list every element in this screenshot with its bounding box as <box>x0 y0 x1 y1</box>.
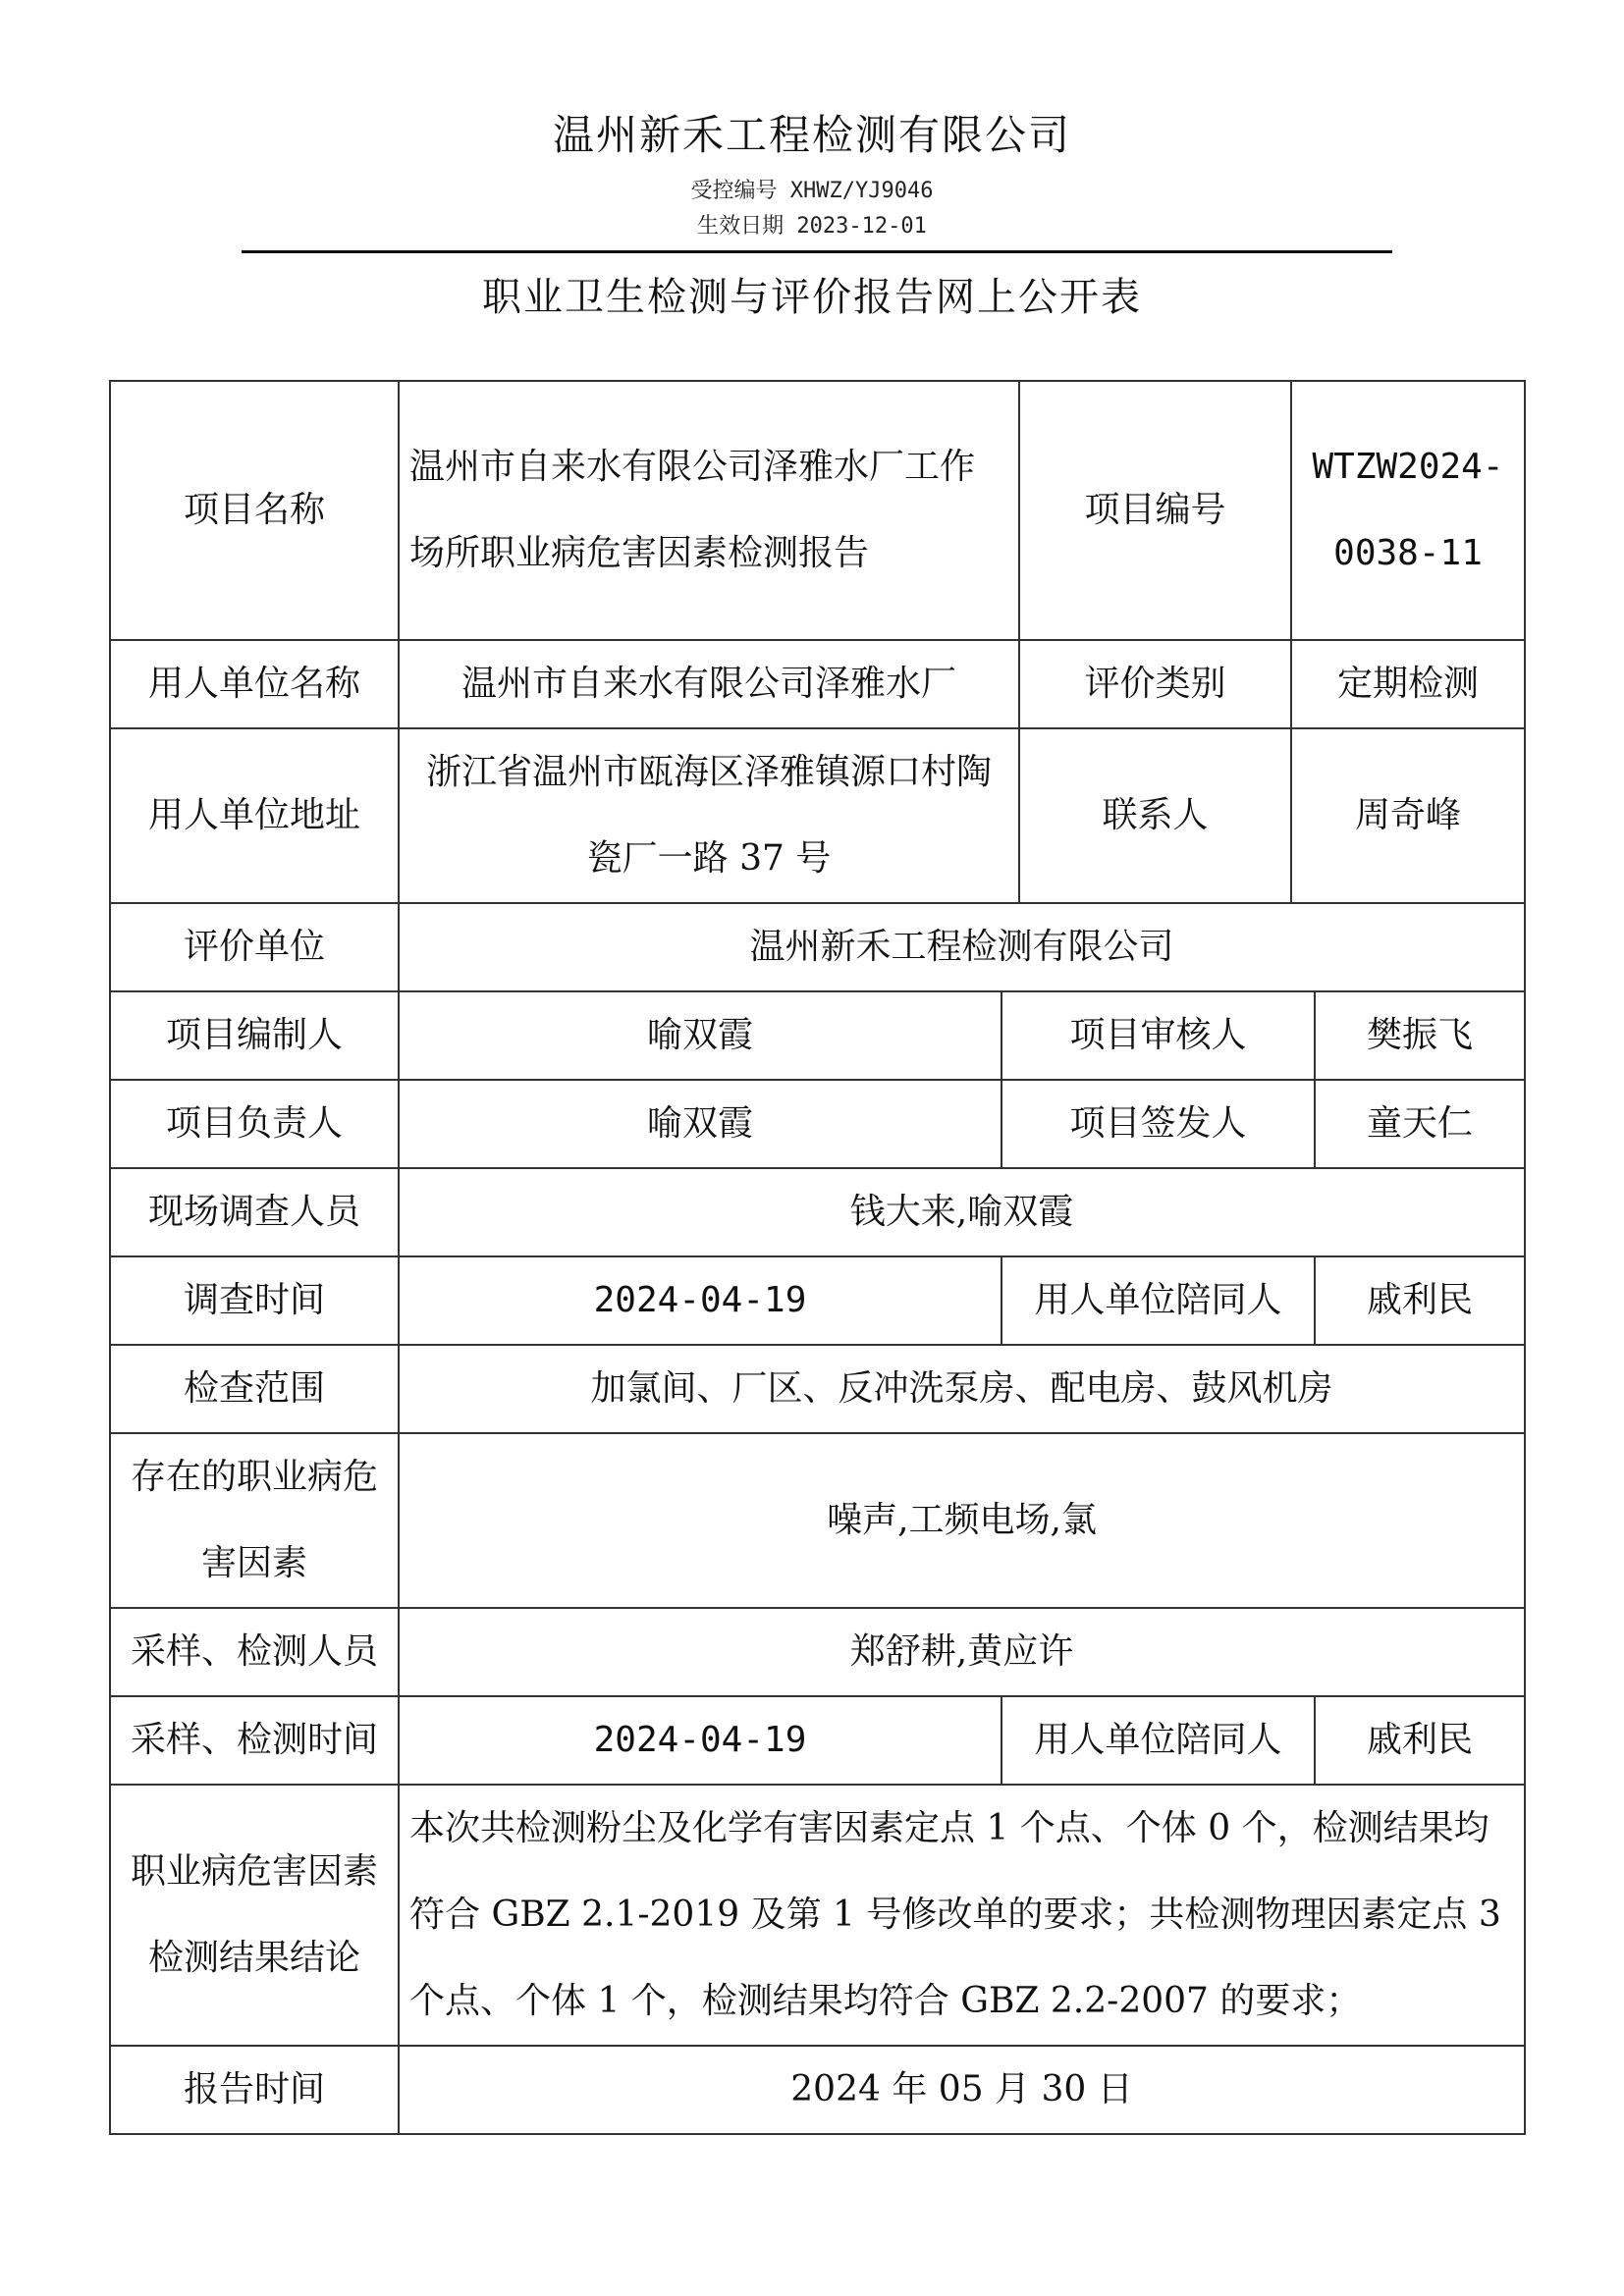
report-time-label: 报告时间 <box>110 2046 399 2134</box>
project-no-label: 项目编号 <box>1019 381 1291 640</box>
control-number-value: XHWZ/YJ9046 <box>789 179 934 203</box>
eval-unit-value: 温州新禾工程检测有限公司 <box>399 903 1525 991</box>
disclosure-table <box>109 380 1526 2135</box>
survey-time-value <box>399 1256 1001 1345</box>
sampling-time-value <box>399 1696 1001 1785</box>
escort2-value: 戚利民 <box>1315 1696 1525 1785</box>
issuer-label: 项目签发人 <box>1001 1080 1315 1168</box>
eval-unit-label: 评价单位 <box>110 903 399 991</box>
compiler-label: 项目编制人 <box>110 991 399 1080</box>
table-row <box>110 1608 1525 1696</box>
table-row <box>110 1433 1525 1608</box>
table-row <box>110 640 1525 728</box>
escort-value: 戚利民 <box>1315 1256 1525 1345</box>
issuer-value: 童天仁 <box>1315 1080 1525 1168</box>
eval-type-label: 评价类别 <box>1019 640 1291 728</box>
contact-value: 周奇峰 <box>1291 728 1525 903</box>
samplers-label: 采样、检测人员 <box>110 1608 399 1696</box>
scope-label: 检查范围 <box>110 1345 399 1433</box>
hazards-value: 噪声,工频电场,氯 <box>399 1433 1525 1608</box>
report-time-value: 2024 年 05 月 30 日 <box>399 2046 1525 2134</box>
document-title: 职业卫生检测与评价报告网上公开表 <box>482 275 1142 320</box>
employer-address-value: 浙江省温州市瓯海区泽雅镇源口村陶瓷厂一路 37 号 <box>399 728 1019 903</box>
leader-value: 喻双霞 <box>399 1080 1001 1168</box>
surveyors-value: 钱大来,喻双霞 <box>399 1168 1525 1256</box>
effective-date-label: 生效日期 <box>697 214 785 239</box>
employer-name-value: 温州市自来水有限公司泽雅水厂 <box>399 640 1019 728</box>
table-row <box>110 1785 1525 2046</box>
project-no-value <box>1291 381 1525 640</box>
header-divider <box>242 250 1392 253</box>
table-row <box>110 991 1525 1080</box>
project-no-text: WTZW2024-0038-11 <box>1312 447 1504 573</box>
table-row <box>110 1168 1525 1256</box>
sampling-time-label: 采样、检测时间 <box>110 1696 399 1785</box>
table-row <box>110 903 1525 991</box>
project-name-value: 温州市自来水有限公司泽雅水厂工作场所职业病危害因素检测报告 <box>399 381 1019 640</box>
table-row <box>110 1080 1525 1168</box>
scope-value: 加氯间、厂区、反冲洗泵房、配电房、鼓风机房 <box>399 1345 1525 1433</box>
compiler-value: 喻双霞 <box>399 991 1001 1080</box>
escort2-label: 用人单位陪同人 <box>1001 1696 1315 1785</box>
reviewer-value: 樊振飞 <box>1315 991 1525 1080</box>
project-name-label: 项目名称 <box>110 381 399 640</box>
control-number-label: 受控编号 <box>690 179 778 203</box>
company-name: 温州新禾工程检测有限公司 <box>552 111 1071 159</box>
employer-address-label: 用人单位地址 <box>110 728 399 903</box>
table-row <box>110 2046 1525 2134</box>
sampling-time-text: 2024-04-19 <box>593 1720 807 1760</box>
table-row <box>110 728 1525 903</box>
table-row <box>110 1696 1525 1785</box>
escort-label: 用人单位陪同人 <box>1001 1256 1315 1345</box>
contact-label: 联系人 <box>1019 728 1291 903</box>
conclusion-label: 职业病危害因素检测结果结论 <box>110 1785 399 2046</box>
effective-date-value: 2023-12-01 <box>796 214 927 239</box>
leader-label: 项目负责人 <box>110 1080 399 1168</box>
samplers-value: 郑舒耕,黄应许 <box>399 1608 1525 1696</box>
eval-type-value: 定期检测 <box>1291 640 1525 728</box>
table-row <box>110 1256 1525 1345</box>
table-row <box>110 1345 1525 1433</box>
conclusion-value: 本次共检测粉尘及化学有害因素定点 1 个点、个体 0 个，检测结果均符合 GBZ 2.1-2019 及第 1 号修改单的要求；共检测物理因素定点 3 个点、个体 1 个，检测结果均符合 GBZ 2.2-2007 的要求； <box>399 1785 1525 2046</box>
control-number <box>0 177 1624 206</box>
hazards-label: 存在的职业病危害因素 <box>110 1433 399 1608</box>
reviewer-label: 项目审核人 <box>1001 991 1315 1080</box>
survey-time-label: 调查时间 <box>110 1256 399 1345</box>
table-row <box>110 381 1525 640</box>
effective-date <box>0 212 1624 241</box>
employer-name-label: 用人单位名称 <box>110 640 399 728</box>
surveyors-label: 现场调查人员 <box>110 1168 399 1256</box>
survey-time-text: 2024-04-19 <box>593 1280 807 1320</box>
